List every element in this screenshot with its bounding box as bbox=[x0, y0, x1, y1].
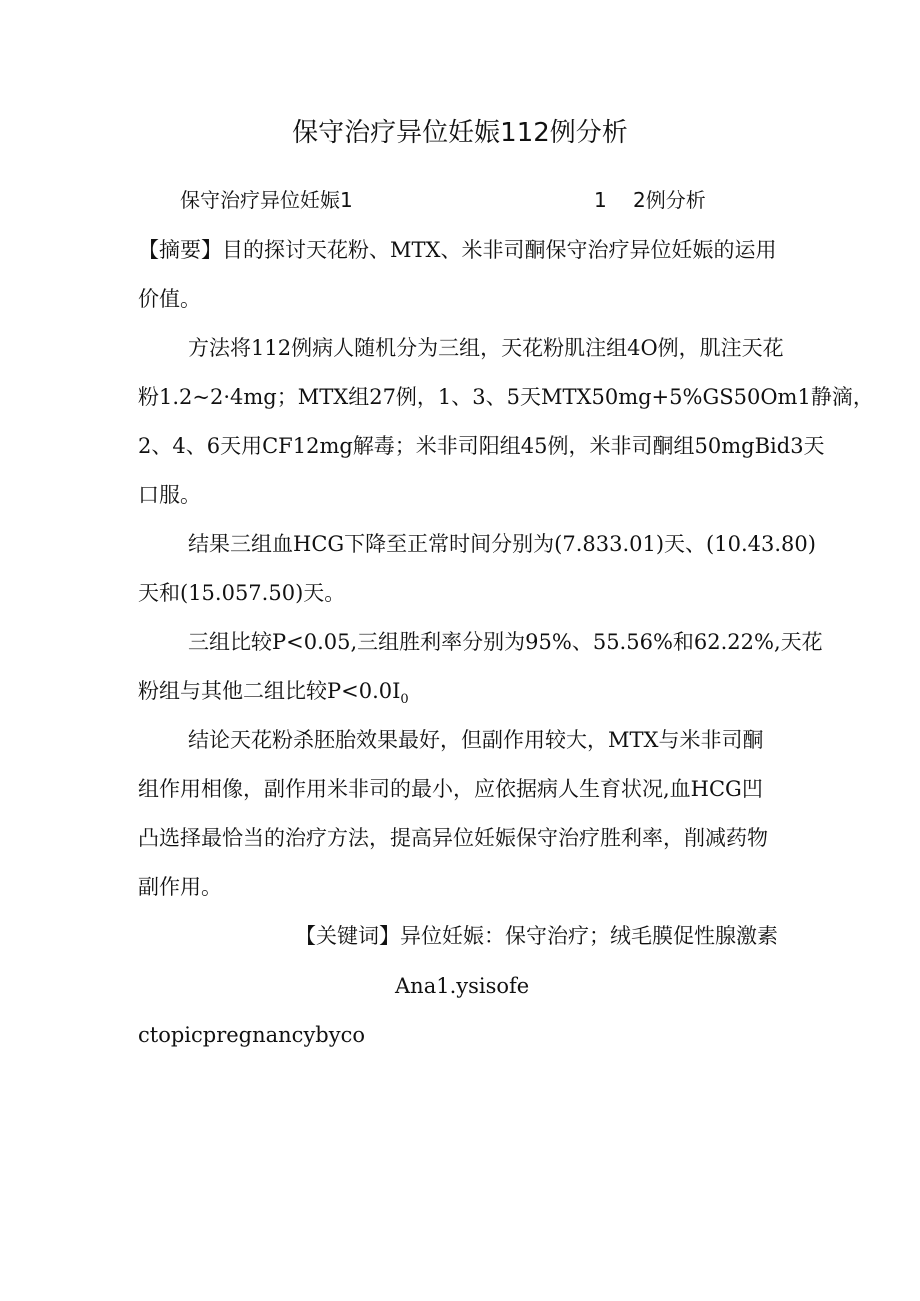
comparison-subscript: 0 bbox=[400, 692, 409, 708]
methods-line-4: 口服。 bbox=[138, 483, 201, 507]
document-title: 保守治疗异位妊娠112例分析 bbox=[292, 118, 628, 148]
methods-line-3: 2、4、6天用CF12mg解毒；米非司阳组45例，米非司酮组50mgBid3天 bbox=[138, 434, 825, 458]
conclusion-line-3: 凸选择最恰当的治疗方法，提高异位妊娠保守治疗胜利率，削减药物 bbox=[138, 826, 768, 850]
subtitle-left: 保守治疗异位妊娠1 bbox=[180, 188, 353, 212]
english-title-line-1: Ana1.ysisofe bbox=[395, 974, 530, 998]
results-line-2: 天和(15.057.50)天。 bbox=[138, 581, 346, 605]
english-title-line-2: ctopicpregnancybyco bbox=[138, 1023, 366, 1047]
comparison-line-2 bbox=[138, 677, 409, 714]
subtitle-mid: 1 bbox=[594, 188, 607, 212]
results-line-1: 结果三组血HCG下降至正常时间分别为(7.833.01)天、(10.43.80) bbox=[188, 532, 816, 556]
conclusion-line-2: 组作用相像，副作用米非司的最小，应依据病人生育状况,血HCG凹 bbox=[138, 777, 763, 801]
methods-line-2: 粉1.2~2·4mg；MTX组27例，1、3、5天MTX50mg+5%GS50Om1静滴， bbox=[138, 385, 874, 409]
keywords: 【关键词】异位妊娠：保守治疗；绒毛膜促性腺激素 bbox=[295, 924, 778, 948]
methods-line-1: 方法将112例病人随机分为三组，天花粉肌注组4O例，肌注天花 bbox=[188, 336, 784, 360]
subtitle-right: 2例分析 bbox=[633, 188, 706, 212]
abstract-line-1: 【摘要】目的探讨天花粉、MTX、米非司酮保守治疗异位妊娠的运用 bbox=[138, 238, 777, 262]
comparison-line-1: 三组比较P<0.05,三组胜利率分别为95%、55.56%和62.22%,天花 bbox=[188, 630, 823, 654]
comparison-line-2-text: 粉组与其他二组比较P<0.0I bbox=[138, 679, 401, 703]
abstract-line-2: 价值。 bbox=[138, 287, 201, 311]
conclusion-line-4: 副作用。 bbox=[138, 875, 222, 899]
conclusion-line-1: 结论天花粉杀胚胎效果最好，但副作用较大，MTX与米非司酮 bbox=[188, 728, 764, 752]
